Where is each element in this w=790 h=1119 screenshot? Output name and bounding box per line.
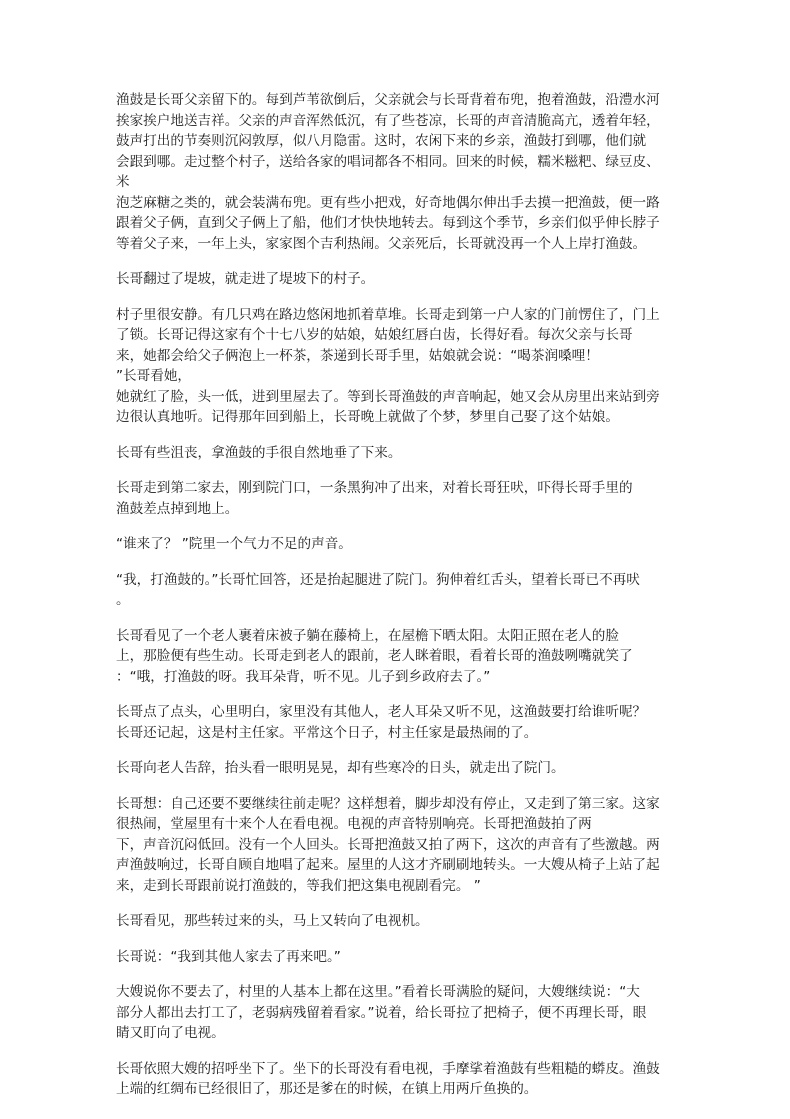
text-line: ：“哦，打渔鼓的呀。我耳朵背，听不见。儿子到乡政府去了。”	[116, 668, 491, 685]
paragraph	[116, 478, 676, 519]
text-line: 她就红了脸，头一低，进到里屋去了。等到长哥渔鼓的声音响起，她又会从房里出来站到旁	[116, 388, 660, 405]
paragraph	[116, 305, 676, 428]
text-line: 泡芝麻糖之类的，就会装满布兜。更有些小把戏，好奇地偶尔伸出手去摸一把渔鼓，便一路	[116, 194, 660, 211]
paragraph	[116, 626, 676, 688]
text-line: 长哥说：“我到其他人家去了再来吧。”	[116, 948, 341, 965]
text-line: 长哥翻过了堤坡，就走进了堤坡下的村子。	[116, 271, 375, 287]
text-line: 长哥看见，那些转过来的头，马上又转向了电视机。	[116, 913, 429, 929]
text-line: 。	[116, 592, 130, 608]
paragraph	[116, 1059, 676, 1100]
text-line: 会跟到哪。走过整个村子，送给各家的唱词都各不相同。回来的时候，糯米糍粑、绿豆皮、	[116, 153, 660, 170]
text-line: “我，打渔鼓的。”长哥忙回答，还是抬起腿进了院门。狗伸着红舌头，望着长哥已不再吠	[116, 571, 640, 588]
text-line: 下，声音沉闷低回。没有一个人回头。长哥把渔鼓又拍了两下，这次的声音有了些激越。两	[116, 836, 660, 853]
paragraph	[116, 269, 676, 290]
text-line: 跟着父子俩，直到父子俩上了船，他们才快快地转去。每到这个季节，乡亲们似乎伸长脖子	[116, 215, 660, 231]
paragraph	[116, 911, 676, 932]
text-line: 边很认真地听。记得那年回到船上，长哥晚上就做了个梦，梦里自己娶了这个姑娘。	[116, 409, 619, 425]
paragraph	[116, 702, 676, 743]
text-line: 长哥还记起，这是村主任家。平常这个日子，村主任家是最热闹的了。	[116, 724, 538, 741]
text-line: 长哥向老人告辞，抬头看一眼明晃晃，却有些寒冷的日头，就走出了院门。	[116, 760, 565, 776]
text-line: 长哥想：自己还要不要继续往前走呢？这样想着，脚步却没有停止，又走到了第三家。这家	[116, 795, 660, 812]
text-line: 部分人都出去打工了，老弱病残留着看家。”说着，给长哥拉了把椅子，便不再理长哥，眼	[116, 1004, 647, 1021]
text-line: 米	[116, 174, 130, 190]
text-line: 了锁。长哥记得这家有个十七八岁的姑娘，姑娘红唇白齿，长得好看。每次父亲与长哥	[116, 327, 633, 343]
story-text	[116, 90, 676, 1100]
text-line: 渔鼓差点掉到地上。	[116, 500, 239, 517]
paragraph	[116, 443, 676, 464]
text-line: 长哥看见了一个老人裹着床被子躺在藤椅上，在屋檐下晒太阳。太阳正照在老人的脸	[116, 627, 619, 644]
text-line: 鼓声打出的节奏则沉闷敦厚，似八月隐雷。这时，农闲下来的乡亲，渔鼓打到哪，他们就	[116, 133, 647, 149]
text-line: 长哥走到第二家去，刚到院门口，一条黑狗冲了出来，对着长哥狂吠，吓得长哥手里的	[116, 480, 633, 496]
text-line: 渔鼓是长哥父亲留下的。每到芦苇欲倒后，父亲就会与长哥背着布兜，抱着渔鼓，沿澧水河	[116, 92, 660, 108]
text-line: 长哥点了点头，心里明白，家里没有其他人，老人耳朵又听不见，这渔鼓要打给谁听呢？	[116, 704, 647, 720]
paragraph	[116, 570, 676, 611]
paragraph	[116, 534, 676, 555]
text-line: 长哥依照大嫂的招呼坐下了。坐下的长哥没有看电视，手摩挲着渔鼓有些粗糙的蟒皮。渔鼓	[116, 1060, 660, 1077]
text-line: ”长哥看她，	[116, 368, 192, 384]
text-line: 上端的红绸布已经很旧了，那还是爹在的时候，在镇上用两斤鱼换的。	[116, 1081, 538, 1097]
text-line: 声渔鼓响过，长哥自顾自地唱了起来。屋里的人这才齐刷刷地转头。一大嫂从椅子上站了起	[116, 857, 660, 873]
text-line: 来，她都会给父子俩泡上一杯茶，茶递到长哥手里，姑娘就会说：“喝茶润嗓哩！	[116, 347, 599, 364]
paragraph	[116, 982, 676, 1044]
text-line: 等着父子来，一年上头，家家图个吉利热闹。父亲死后，长哥就没再一个人上岸打渔鼓。	[116, 235, 647, 252]
text-line: 村子里很安静。有几只鸡在路边悠闲地抓着草堆。长哥走到第一户人家的门前愣住了，门上	[116, 306, 660, 323]
text-line: 大嫂说你不要去了，村里的人基本上都在这里。”看着长哥满脸的疑问，大嫂继续说：“大	[116, 984, 640, 1000]
text-line: “谁来了？ ”院里一个气力不足的声音。	[116, 536, 352, 552]
paragraph	[116, 947, 676, 968]
paragraph	[116, 794, 676, 897]
text-line: 睛又盯向了电视。	[116, 1025, 225, 1041]
paragraph	[116, 758, 676, 779]
text-line: 上，那脸便有些生动。长哥走到老人的跟前，老人眯着眼，看着长哥的渔鼓咧嘴就笑了	[116, 648, 633, 664]
text-line: 来，走到长哥跟前说打渔鼓的，等我们把这集电视剧看完。 ”	[116, 877, 481, 894]
paragraph	[116, 90, 676, 254]
text-line: 挨家挨户地送吉祥。父亲的声音浑然低沉，有了些苍凉，长哥的声音清脆高亢，透着年轻，	[116, 112, 660, 129]
text-line: 很热闹，堂屋里有十来个人在看电视。电视的声音特别响亮。长哥把渔鼓拍了两	[116, 816, 592, 832]
text-line: 长哥有些沮丧，拿渔鼓的手很自然地垂了下来。	[116, 444, 402, 461]
